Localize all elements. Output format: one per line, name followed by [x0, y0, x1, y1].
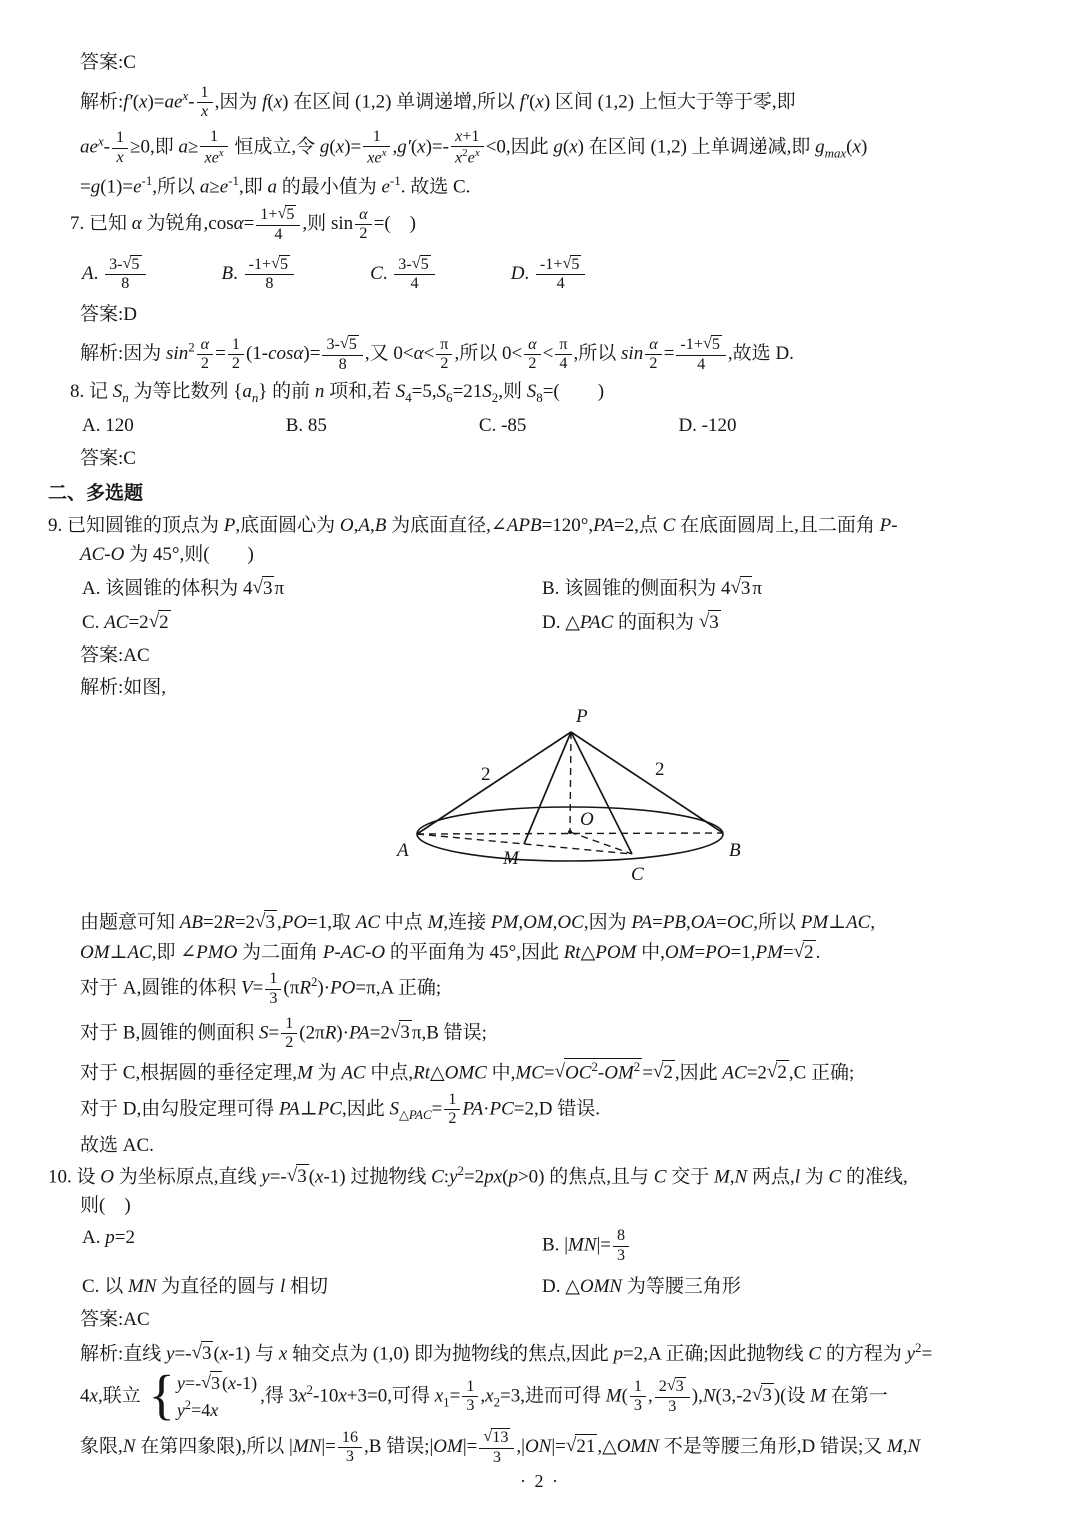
text-line: 对于 A,圆锥的体积 V= $\frac{1}{3}$ $(\pi R^2)\cdot PO=\pi,A$ 正确;: [80, 970, 442, 1007]
text-line: $=g(1)=e^{-1}$,所以 $a\ge e^{-1}$,即 a 的最小值为 $e^{-1}$. 故选 C.: [80, 173, 471, 198]
center-dot: [568, 830, 572, 834]
edge-pa: [417, 732, 571, 834]
q7-options-row: [82, 254, 1042, 295]
q8-answer-line: 答案:C: [80, 447, 136, 469]
q9-figure: [385, 704, 1042, 904]
edge-pb: [571, 732, 723, 833]
option: A. $\frac{3-√5}{8}$: [82, 254, 148, 295]
q10-options-grid: [82, 1226, 1042, 1300]
text-line: 则( ): [80, 1194, 131, 1216]
page-number: · 2 ·: [520, 1470, 560, 1491]
option: C. AC=2√2: [82, 610, 542, 636]
label-p: P: [576, 706, 588, 728]
text-line: 解析$:f'(x)=ae^x-$ $\frac{1}{x}$ ,因为 f(x) 在区间 (1,2) 单调递增,所以 f′(x) 区间 (1,2) 上恒大于等于零,即: [80, 83, 796, 121]
text-line: 对于 C,根据圆的垂径定理,M 为 AC 中点,Rt△OMC 中$,MC=√OC^2-OM^2 =√2$ ,因此 AC=2√2 ,C 正确;: [80, 1058, 1042, 1086]
q9-answer-line: 答案:AC: [80, 644, 150, 666]
option: A. 该圆锥的体积为 4√3 π: [82, 576, 542, 602]
q9-analysis-intro: 解析:如图,: [80, 676, 167, 698]
q9-stem: [48, 514, 1042, 567]
label-c: C: [631, 864, 644, 886]
q6-answer-line: 答案:C: [80, 52, 136, 73]
q10-analysis-block: [80, 1340, 1042, 1469]
q9-options-grid: [82, 576, 1042, 636]
label-b: B: [729, 840, 741, 862]
option: A. 120: [82, 415, 134, 437]
text-line: 象限,N 在第四象限),所以 |MN|= $\frac{16}{3}$ ,B 错误;|OM|= $\frac{√13}{3}$ ,|ON|=√21 ,△OMN 不是等腰三角形,D 错误;又 M,N: [80, 1428, 921, 1466]
q10-stem: [48, 1163, 1042, 1219]
option: D. △OMN 为等腰三角形: [542, 1276, 741, 1298]
text-line: 对于 B,圆锥的侧面积 S= $\frac{1}{2}$ (2πR)·PA=2√3 π,B 错误;: [80, 1014, 487, 1052]
q8-stem: 8. 记 $S_n$ 为等比数列 $\{a_n\}$ 的前 n 项和,若 $S_4=5,S_6=21S_2$,则 $S_8=$( ): [70, 380, 605, 405]
q6-analysis-block: [80, 83, 1042, 201]
cone-diagram: [385, 704, 765, 896]
text-line: 对于 D,由勾股定理可得 PA⊥PC,因此 $S_{\triangle PAC}=$ $\frac{1}{2}$ PA·PC=2,D 错误.: [80, 1090, 600, 1128]
q9-analysis-block: [80, 910, 1042, 1159]
label-edge-left-2: 2: [481, 764, 491, 786]
option: D. $\frac{-1+√5}{4}$: [511, 254, 588, 295]
text-line: AC-O 为 45°,则( ): [80, 543, 254, 565]
option: B. 85: [285, 415, 327, 437]
text-line: 4x,联立 { y=-√3 (x-1) $y^2=4x$ ,得 $3x^2-10x+3=0$,可得 $x_1=$ $\frac{1}{3}$ $,x_2=3$,进而可得 M( $\frac{1}{3}$ , $\frac{2√3}{3}$ ),N(3,-2√3 )(设 M 在第一: [80, 1363, 888, 1425]
text-line: 10. 设 O 为坐标原点,直线 y=-√3 (x-1) 过抛物线 $C:y^2=2px(p>0)$ 的焦点,且与 C 交于 M,N 两点,l 为 C 的准线,: [48, 1163, 1042, 1190]
q7-analysis-block: [80, 334, 1042, 375]
option: B. |MN|= $\frac{8}{3}$: [542, 1226, 1042, 1266]
option: B. $\frac{-1+√5}{8}$: [222, 254, 297, 295]
q7-answer-line: 答案:D: [80, 303, 138, 325]
text-line: 由题意可知 AB=2R=2√3 ,PO=1,取 AC 中点 M,连接 PM,OM,OC,因为 PA=PB,OA=OC,所以 PM⊥AC,: [80, 910, 1042, 936]
label-a: A: [397, 840, 409, 862]
option: C. $\frac{3-√5}{4}$: [370, 254, 437, 295]
option: D. △PAC 的面积为 √3: [542, 610, 1042, 636]
segment-pm: [524, 732, 571, 844]
option: C. -85: [478, 415, 527, 437]
option: C. 以 MN 为直径的圆与 l 相切: [82, 1276, 329, 1298]
option: D. -120: [678, 415, 737, 437]
q10-answer-line: 答案:AC: [80, 1309, 150, 1331]
axis-po-dashed: [570, 732, 571, 832]
section-heading-multichoice: 二、多选题: [48, 482, 144, 504]
q8-options-row: [82, 414, 1042, 439]
label-o: O: [580, 809, 594, 831]
text-line: 解析:直线 y=-√3 (x-1) 与 x 轴交点为 (1,0) 即为抛物线的焦点,因此 p=2,A 正确;因此抛物线 C 的方程为 $y^2=$: [80, 1340, 1042, 1367]
text-line: 故选 AC.: [80, 1134, 154, 1156]
label-edge-right-2: 2: [655, 759, 665, 781]
edge-pc: [571, 732, 632, 854]
option: B. 该圆锥的侧面积为 4√3 π: [542, 576, 1042, 602]
label-m: M: [503, 848, 519, 870]
text-line: 解析:因为 $\sin^2$ $\frac{\alpha}{2}$ = $\frac{1}{2}$ (1-cosα)= $\frac{3-√5}{8}$ ,又 0<α< $\frac{\pi}{2}$ ,所以 0< $\frac{\alpha}{2}$ < $\frac{\pi}{4}$ ,所以 sin $\frac{\alpha}{2}$ = $\frac{-1+√5}{4}$ ,故选 D.: [80, 335, 794, 373]
text-line: OM⊥AC,即 ∠PMO 为二面角 P-AC-O 的平面角为 45°,因此 Rt△POM 中,OM=PO=1,PM=√2 .: [80, 940, 1042, 966]
option: A. p=2: [82, 1227, 135, 1249]
text-line: $ae^x-$ $\frac{1}{x}$ ≥0,即 a≥ 1 $xe^x$ 恒成立,令 g(x)= 1 $xe^x$ ,g′(x)=- $\frac{x+1}{x^2e^x}$ <0,因此 g(x) 在区间 (1,2) 上单调递减,即 $g_{max}(x)$: [80, 127, 868, 167]
q7-stem: 7. 已知 α 为锐角,cosα= $\frac{1+√5}{4}$ ,则 sin $\frac{\alpha}{2}$ =( ): [70, 205, 416, 243]
text-line: 9. 已知圆锥的顶点为 P,底面圆心为 O,A,B 为底面直径,∠APB=120°,PA=2,点 C 在底面圆周上,且二面角 P-: [48, 515, 898, 537]
